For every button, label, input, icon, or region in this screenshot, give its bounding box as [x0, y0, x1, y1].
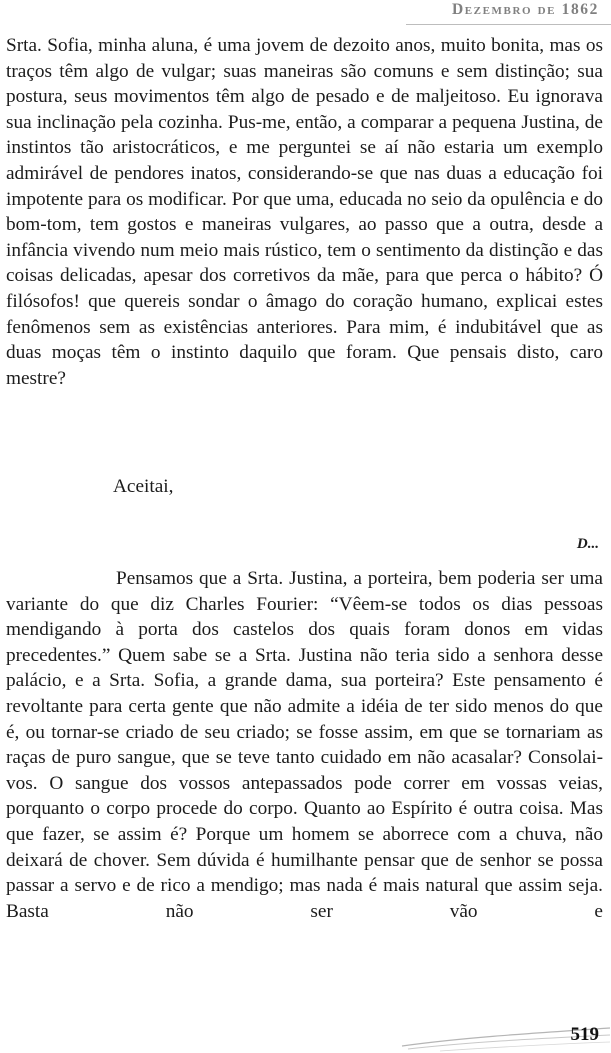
letter-closing: Aceitai,: [113, 476, 174, 497]
running-header: Dezembro de 1862: [451, 1, 599, 18]
letter-signature: D...: [576, 536, 599, 552]
header-rule: [406, 24, 611, 25]
page-number: 519: [570, 1024, 599, 1045]
body-paragraph-2: Pensamos que a Srta. Justina, a porteira, bem poderia ser uma variante do que diz Charles Fourier: “Vêem-se todos os dias pessoas mendigando à porta dos castelos dos quais foram donos em vidas precedentes.” Quem sabe se a Srta. Justina não teria sido a senhora desse palácio, e a Srta. Sofia, a grande dama, sua porteira? Este pensamento é revoltante para certa gente que não admite a idéia de ter sido menos do que é, ou tornar-se criado de seu criado; se fosse assim, em que se tornariam as raças de puro sangue, que se teve tanto cuidado em não acasalar? Consolai-vos. O sangue dos vossos antepassados pode correr em vossas veias, porquanto o corpo procede do corpo. Quanto ao Espírito é outra coisa. Mas que fazer, se assim é? Porque um homem se aborrece com a chuva, não deixará de chover. Sem dúvida é humilhante pensar que de senhor se possa passar a servo e de rico a mendigo; mas nada é mais natural que assim seja. Basta não ser vão e: [6, 568, 603, 922]
body-paragraph-1: Srta. Sofia, minha aluna, é uma jovem de dezoito anos, muito bonita, mas os traços têm algo de vulgar; suas maneiras são comuns e sem distinção; sua postura, seus movimentos têm algo de pesado e de maljeitoso. Eu ignorava sua inclinação pela cozinha. Pus-me, então, a comparar a pequena Justina, de instintos tão aristocráticos, e me perguntei se aí não estaria um exemplo admirável de pendores inatos, considerando-se que nas duas a educação foi impotente para os modificar. Por que uma, educada no seio da opulência e do bom-tom, tem gostos e maneiras vulgares, ao passo que a outra, desde a infância vivendo num meio mais rústico, tem o sentimento da distinção e das coisas delicadas, apesar dos corretivos da mãe, para que perca o hábito? Ó filósofos! que quereis sondar o âmago do coração humano, explicai estes fenômenos sem as existências anteriores. Para mim, é indubitável que as duas moças têm o instinto daquilo que foram. Que pensais disto, caro mestre?: [6, 35, 603, 389]
